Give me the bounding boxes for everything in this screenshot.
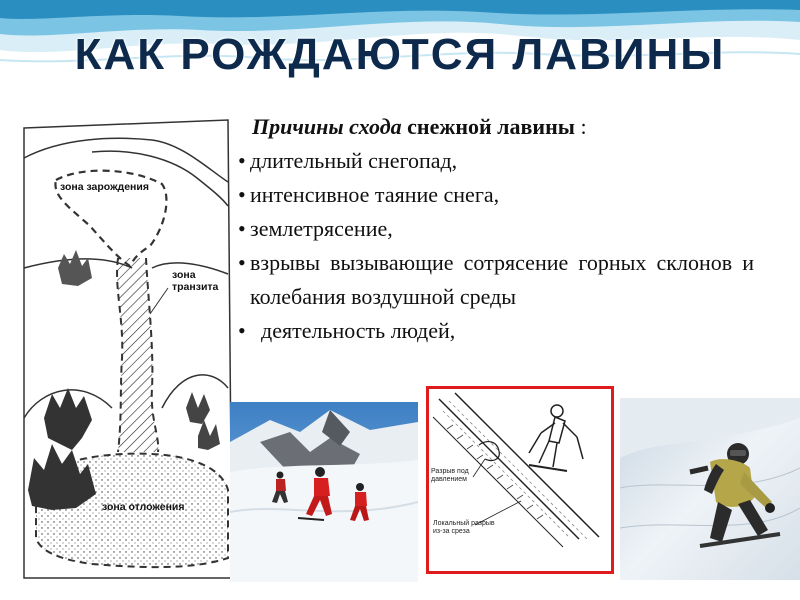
cause-item bbox=[238, 314, 754, 348]
bullet-icon: • bbox=[238, 318, 246, 343]
cause-text: интенсивное таяние снега, bbox=[250, 182, 500, 207]
label-zone-transit-2: транзита bbox=[172, 281, 219, 293]
fracture-sketch bbox=[429, 389, 611, 571]
label-zone-transit-1: зона bbox=[172, 269, 196, 281]
avalanche-zones-diagram bbox=[22, 118, 234, 580]
fracture-label-lower-1: Локальный разрыв bbox=[433, 520, 495, 527]
cause-text: деятельность людей, bbox=[250, 318, 456, 343]
cause-item bbox=[238, 212, 754, 246]
bullet-icon: • bbox=[238, 216, 246, 241]
skiers-photo bbox=[230, 402, 418, 582]
cause-item bbox=[238, 144, 754, 178]
bullet-icon: • bbox=[238, 148, 246, 173]
causes-heading bbox=[252, 110, 754, 144]
cause-text: взрывы вызывающие сотрясение горных склонов и колебания воздушной среды bbox=[250, 250, 754, 309]
bullet-icon: • bbox=[238, 250, 246, 275]
label-zone-deposit: зона отложения bbox=[102, 501, 185, 513]
label-zone-origin: зона зарождения bbox=[60, 181, 149, 193]
fracture-label-upper-1: Разрыв под bbox=[431, 468, 469, 475]
snowpack-fracture-diagram bbox=[426, 386, 614, 574]
bullet-icon: • bbox=[238, 182, 246, 207]
fracture-label-upper-2: давлением bbox=[431, 476, 467, 483]
causes-heading-italic: Причины схода bbox=[252, 114, 402, 139]
causes-heading-colon: : bbox=[574, 114, 587, 139]
slide-title: КАК РОЖДАЮТСЯ ЛАВИНЫ bbox=[74, 30, 726, 79]
cause-text: длительный снегопад, bbox=[250, 148, 458, 173]
cause-item bbox=[238, 246, 754, 314]
causes-heading-bold: снежной лавины bbox=[407, 114, 575, 139]
cause-item bbox=[238, 178, 754, 212]
causes-list bbox=[238, 110, 754, 348]
fracture-label-lower-2: из-за среза bbox=[433, 528, 470, 535]
cause-text: землетрясение, bbox=[250, 216, 393, 241]
snowboarder-photo bbox=[620, 398, 800, 580]
